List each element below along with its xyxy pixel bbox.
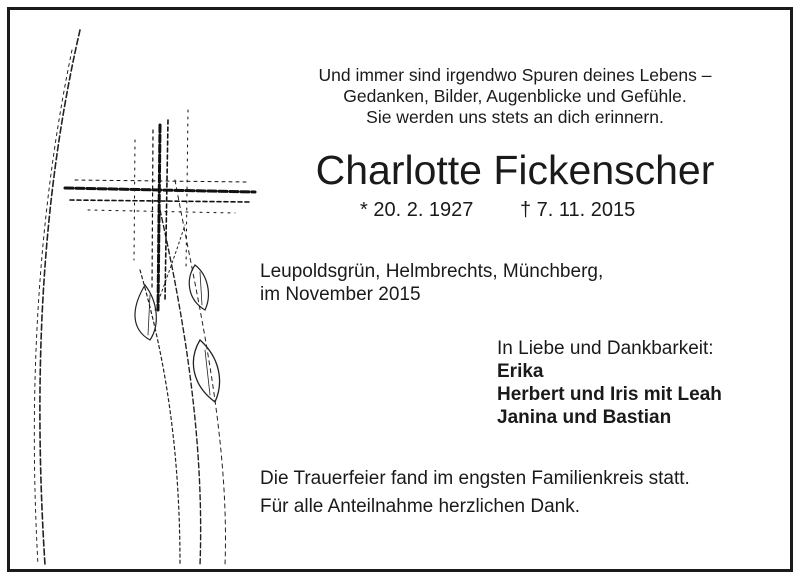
death-date: † 7. 11. 2015: [520, 199, 636, 221]
deceased-name: Charlotte Fickenscher: [315, 147, 715, 193]
memorial-poem: [260, 65, 770, 128]
mourner-name: Herbert und Iris mit Leah: [497, 384, 722, 405]
wheat-illustration: [34, 30, 225, 565]
poem-line: Gedanken, Bilder, Augenblicke und Gefühle.: [343, 86, 687, 106]
place-and-date: [260, 260, 603, 306]
obituary-frame: [7, 7, 793, 572]
mourner-name: Erika: [497, 361, 544, 382]
mourner-name: Janina und Bastian: [497, 407, 672, 428]
poem-line: Und immer sind irgendwo Spuren deines Lebens –: [318, 65, 712, 85]
place-line: Leupoldsgrün, Helmbrechts, Münchberg,: [260, 261, 604, 282]
closing-note: [260, 465, 690, 521]
mourners-block: [497, 337, 722, 429]
birth-date: * 20. 2. 1927: [360, 199, 474, 221]
cross-wheat-illustration: [10, 10, 260, 569]
closing-line: Die Trauerfeier fand im engsten Familienkreis statt.: [260, 468, 690, 489]
mourners-intro: In Liebe und Dankbarkeit:: [497, 338, 714, 359]
cross-icon: [65, 110, 255, 310]
closing-line: Für alle Anteilnahme herzlichen Dank.: [260, 496, 581, 517]
date-line: im November 2015: [260, 284, 421, 305]
poem-line: Sie werden uns stets an dich erinnern.: [366, 107, 664, 127]
